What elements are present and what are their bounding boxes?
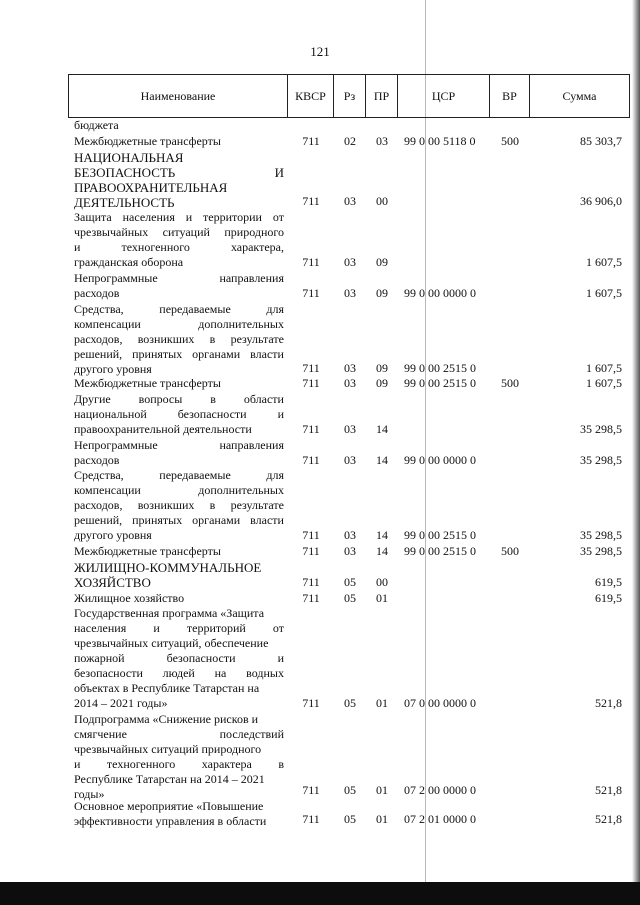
- row-14-name: [74, 712, 284, 802]
- row-13-rz: 05: [344, 696, 356, 710]
- row-3-name-line-4: гражданская оборона: [74, 255, 184, 269]
- row-3-name-line-3: и техногенного характера,: [74, 240, 284, 254]
- row-12-name: Жилищное хозяйство: [74, 591, 185, 605]
- row-2-sum: 36 906,0: [580, 194, 622, 208]
- row-14-name-line-6: годы»: [74, 787, 105, 801]
- row-15-sum: 521,8: [595, 812, 622, 826]
- row-4-csr: 99 0 00 0000 0: [404, 286, 476, 300]
- row-3-pr: 09: [376, 255, 388, 269]
- row-4-name: [74, 271, 284, 301]
- row-9-name-line-1: Средства, передаваемые для: [74, 468, 284, 482]
- header-vr: ВР: [490, 74, 530, 118]
- row-3-rz: 03: [344, 255, 356, 269]
- row-13-name-line-6: объектах в Республике Татарстан на: [74, 681, 260, 695]
- row-4-pr: 09: [376, 286, 388, 300]
- row-2-rz: 03: [344, 194, 356, 208]
- row-13-pr: 01: [376, 696, 388, 710]
- row-5-name: [74, 302, 284, 377]
- row-14-name-line-4: и техногенного характера в: [74, 757, 284, 771]
- row-2-name-line-3: ПРАВООХРАНИТЕЛЬНАЯ: [74, 180, 228, 195]
- row-3-kvsr: 711: [302, 255, 320, 269]
- row-1-rz: 02: [344, 134, 356, 148]
- row-5-name-line-2: компенсации дополнительных: [74, 317, 284, 331]
- row-6-name: Межбюджетные трансферты: [74, 376, 221, 390]
- row-15-name-line-2: эффективности управления в области: [74, 814, 267, 828]
- row-5-name-line-4: решений, принятых органами власти: [74, 347, 284, 361]
- row-6-kvsr: 711: [302, 376, 320, 390]
- row-5-sum: 1 607,5: [586, 361, 622, 375]
- row-8-pr: 14: [376, 453, 388, 467]
- row-5-name-line-3: расходов, возникших в результате: [74, 332, 284, 346]
- row-1-kvsr: 711: [302, 134, 320, 148]
- row-5-kvsr: 711: [302, 361, 320, 375]
- row-8-kvsr: 711: [302, 453, 320, 467]
- row-8-name-line-1: Непрограммные направления: [74, 438, 284, 452]
- row-14-sum: 521,8: [595, 783, 622, 797]
- row-15-name-line-1: Основное мероприятие «Повышение: [74, 799, 264, 813]
- row-13-name-line-1: Государственная программа «Защита: [74, 606, 265, 620]
- row-7-name-line-2: национальной безопасности и: [74, 407, 284, 421]
- row-13-name: [74, 606, 284, 711]
- row-13-sum: 521,8: [595, 696, 622, 710]
- row-4-kvsr: 711: [302, 286, 320, 300]
- row-4-rz: 03: [344, 286, 356, 300]
- row-8-name-line-2: расходов: [74, 453, 120, 467]
- row-8-sum: 35 298,5: [580, 453, 622, 467]
- row-1-vr: 500: [501, 134, 519, 148]
- row-7-name-line-3: правоохранительной деятельности: [74, 422, 252, 436]
- header-name: Наименование: [68, 74, 288, 118]
- row-10-sum: 35 298,5: [580, 544, 622, 558]
- header-kvsr: КВСР: [288, 74, 334, 118]
- row-10-rz: 03: [344, 544, 356, 558]
- row-15-csr: 07 2 01 0000 0: [404, 812, 476, 826]
- row-2-name-line-1: НАЦИОНАЛЬНАЯ: [74, 150, 184, 165]
- row-7-rz: 03: [344, 422, 356, 436]
- row-13-name-line-4: пожарной безопасности и: [74, 651, 284, 665]
- row-9-kvsr: 711: [302, 528, 320, 542]
- row-14-kvsr: 711: [302, 783, 320, 797]
- row-7-sum: 35 298,5: [580, 422, 622, 436]
- row-4-name-line-1: Непрограммные направления: [74, 271, 284, 285]
- row-14-name-line-1: Подпрограмма «Снижение рисков и: [74, 712, 259, 726]
- row-6-sum: 1 607,5: [586, 376, 622, 390]
- row-1-pr: 03: [376, 134, 388, 148]
- row-7-pr: 14: [376, 422, 388, 436]
- row-5-name-line-1: Средства, передаваемые для: [74, 302, 284, 316]
- row-13-name-line-2: населения и территорий от: [74, 621, 284, 635]
- row-11-rz: 05: [344, 575, 356, 589]
- row-8-csr: 99 0 00 0000 0: [404, 453, 476, 467]
- row-10-kvsr: 711: [302, 544, 320, 558]
- row-0-name: бюджета: [74, 118, 119, 132]
- header-sum: Сумма: [530, 74, 630, 118]
- row-2-name-line-4: ДЕЯТЕЛЬНОСТЬ: [74, 195, 175, 210]
- row-15-kvsr: 711: [302, 812, 320, 826]
- row-13-csr: 07 0 00 0000 0: [404, 696, 476, 710]
- row-14-name-line-3: чрезвычайных ситуаций природного: [74, 742, 262, 756]
- row-11-name-line-2: ХОЗЯЙСТВО: [74, 575, 151, 590]
- row-4-name-line-2: расходов: [74, 286, 120, 300]
- row-3-name-line-2: чрезвычайных ситуаций природного: [74, 225, 284, 239]
- row-6-vr: 500: [501, 376, 519, 390]
- row-14-csr: 07 2 00 0000 0: [404, 783, 476, 797]
- row-9-name-line-4: решений, принятых органами власти: [74, 513, 284, 527]
- row-1-sum: 85 303,7: [580, 134, 622, 148]
- row-15-name: [74, 799, 284, 829]
- row-2-name: [74, 150, 284, 210]
- row-1-csr: 99 0 00 5118 0: [404, 134, 476, 148]
- row-15-rz: 05: [344, 812, 356, 826]
- row-14-rz: 05: [344, 783, 356, 797]
- row-13-name-line-5: безопасности людей на водных: [74, 666, 284, 680]
- row-5-pr: 09: [376, 361, 388, 375]
- row-11-pr: 00: [376, 575, 388, 589]
- row-5-rz: 03: [344, 361, 356, 375]
- row-9-name-line-2: компенсации дополнительных: [74, 483, 284, 497]
- row-2-kvsr: 711: [302, 194, 320, 208]
- row-8-rz: 03: [344, 453, 356, 467]
- row-3-sum: 1 607,5: [586, 255, 622, 269]
- row-13-kvsr: 711: [302, 696, 320, 710]
- row-11-name: [74, 560, 284, 590]
- row-12-pr: 01: [376, 591, 388, 605]
- row-6-csr: 99 0 00 2515 0: [404, 376, 476, 390]
- page-number: 121: [310, 44, 330, 59]
- header-pr: ПР: [366, 74, 398, 118]
- row-10-vr: 500: [501, 544, 519, 558]
- row-5-csr: 99 0 00 2515 0: [404, 361, 476, 375]
- row-9-sum: 35 298,5: [580, 528, 622, 542]
- row-9-csr: 99 0 00 2515 0: [404, 528, 476, 542]
- row-9-name-line-5: другого уровня: [74, 528, 152, 542]
- row-14-name-line-2: смягчение последствий: [74, 727, 284, 741]
- row-9-name: [74, 468, 284, 543]
- row-9-pr: 14: [376, 528, 388, 542]
- row-4-sum: 1 607,5: [586, 286, 622, 300]
- row-10-pr: 14: [376, 544, 388, 558]
- row-13-name-line-7: 2014 – 2021 годы»: [74, 696, 168, 710]
- row-9-rz: 03: [344, 528, 356, 542]
- row-7-kvsr: 711: [302, 422, 320, 436]
- row-7-name: [74, 392, 284, 437]
- row-12-rz: 05: [344, 591, 356, 605]
- row-7-name-line-1: Другие вопросы в области: [74, 392, 284, 406]
- row-10-name: Межбюджетные трансферты: [74, 544, 221, 558]
- row-15-pr: 01: [376, 812, 388, 826]
- header-rz: Рз: [334, 74, 366, 118]
- row-8-name: [74, 438, 284, 468]
- row-2-pr: 00: [376, 194, 388, 208]
- row-6-pr: 09: [376, 376, 388, 390]
- row-14-name-line-5: Республике Татарстан на 2014 – 2021: [74, 772, 265, 786]
- row-13-name-line-3: чрезвычайных ситуаций, обеспечение: [74, 636, 269, 650]
- row-5-name-line-5: другого уровня: [74, 362, 152, 376]
- row-3-name: [74, 210, 284, 270]
- row-11-kvsr: 711: [302, 575, 320, 589]
- scan-bottom-edge: [0, 882, 640, 905]
- header-csr: ЦСР: [398, 74, 490, 118]
- row-14-pr: 01: [376, 783, 388, 797]
- row-12-kvsr: 711: [302, 591, 320, 605]
- scan-edge-shadow: [632, 0, 640, 905]
- row-2-name-line-2: БЕЗОПАСНОСТЬ И: [74, 165, 284, 180]
- row-1-name: Межбюджетные трансферты: [74, 134, 221, 148]
- row-3-name-line-1: Защита населения и территории от: [74, 210, 284, 224]
- row-9-name-line-3: расходов, возникших в результате: [74, 498, 284, 512]
- row-11-name-line-1: ЖИЛИЩНО-КОММУНАЛЬНОЕ: [74, 560, 262, 575]
- row-11-sum: 619,5: [595, 575, 622, 589]
- row-6-rz: 03: [344, 376, 356, 390]
- row-12-sum: 619,5: [595, 591, 622, 605]
- row-10-csr: 99 0 00 2515 0: [404, 544, 476, 558]
